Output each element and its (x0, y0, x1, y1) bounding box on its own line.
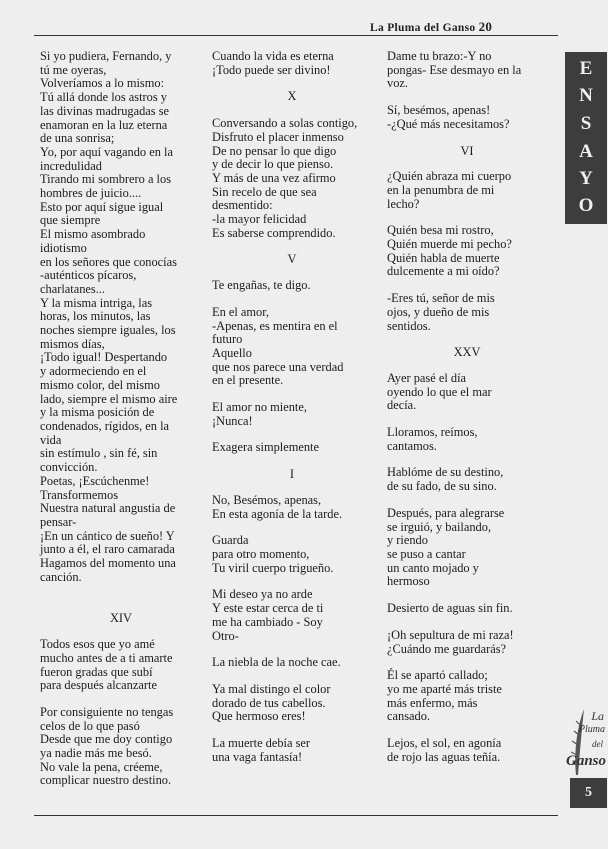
poem-stanza-i6 (212, 737, 372, 764)
poem-line: ojos, y dueño de mis (387, 304, 490, 319)
tab-letter: S (580, 113, 592, 134)
poem-line: canción. (40, 569, 82, 584)
poem-line: -Eres tú, señor de mis (387, 291, 495, 306)
poem-line: sentidos. (387, 318, 431, 333)
poem-line: fueron gradas que subí (40, 664, 153, 679)
poem-stanza-v (212, 306, 372, 388)
poem-line: En el amor, (212, 304, 269, 319)
poem-line: que nos parece una verdad (212, 359, 344, 374)
poem-line: lado, siempre el mismo aire (40, 391, 178, 406)
poem-line: yo me aparté más triste (387, 681, 502, 696)
tab-letter: Y (579, 168, 593, 189)
poem-line: No vale la pena, créeme, (40, 759, 163, 774)
poem-line: y de decir lo que pienso. (212, 157, 334, 172)
poem-line: El mismo asombrado (40, 227, 146, 242)
poem-line: futuro (212, 332, 243, 347)
poem-line: desmentido: (212, 198, 273, 213)
poem-line: vida (40, 432, 62, 447)
magazine-title: La Pluma del Ganso (370, 22, 476, 34)
section-heading-vi: VI (460, 143, 474, 158)
poem-line: lecho? (387, 196, 420, 211)
poem-line: ¡Nunca! (212, 413, 253, 428)
poem-stanza-xxv3 (387, 466, 547, 493)
column-3 (387, 50, 547, 764)
poem-stanza-xxv6 (387, 629, 547, 656)
poem-line: -¿Qué más necesitamos? (387, 116, 510, 131)
poem-stanza-x (212, 117, 372, 240)
poem-line: Tu viril cuerpo trigueño. (212, 560, 334, 575)
poem-line: ¿Quién abraza mi cuerpo (387, 169, 512, 184)
poem-stanza-opening-3 (387, 50, 547, 91)
poem-line: Y este estar cerca de ti (212, 601, 324, 616)
column-2 (212, 50, 372, 764)
poem-block-1 (40, 50, 202, 584)
poem-line: un canto mojado y (387, 560, 479, 575)
section-tab-ensayo (565, 52, 607, 224)
logo-word: del (592, 739, 603, 749)
poem-line: Quién besa mi rostro, (387, 223, 494, 238)
poem-line: tú me oyeras, (40, 62, 107, 77)
poem-stanza-xiv-2 (40, 706, 202, 788)
poem-line: convicción. (40, 460, 98, 475)
poem-stanza-3-2 (387, 104, 547, 131)
poem-line: en el presente. (212, 373, 284, 388)
poem-line: me ha cambiado - Soy (212, 614, 323, 629)
poem-line: Tirando mi sombrero a los (40, 172, 172, 187)
poem-line: y la misma posición de (40, 405, 155, 420)
poem-line: Quién habla de muerte (387, 250, 500, 265)
poem-stanza-i5 (212, 683, 372, 724)
poem-line: Sí, besémos, apenas! (387, 103, 491, 118)
poem-line: las divinas madrugadas se (40, 103, 170, 118)
poem-line: Y la misma intriga, las (40, 295, 153, 310)
poem-line: Ya mal distingo el color (212, 681, 331, 696)
poem-line: mucho antes de a ti amarte (40, 650, 173, 665)
poem-line: pongas- Ese desmayo en la (387, 62, 522, 77)
poem-line-i4: La niebla de la noche cae. (212, 655, 341, 670)
poem-line: decía. (387, 398, 417, 413)
poem-stanza-xxv2 (387, 426, 547, 453)
poem-line: junto a él, el raro camarada (40, 542, 175, 557)
poem-line: horas, los minutos, las (40, 309, 151, 324)
poem-line: hermoso (387, 574, 430, 589)
logo-word: Ganso (565, 753, 606, 769)
poem-line: ya nadie más me besó. (40, 746, 152, 761)
poem-line: y adormeciendo en el (40, 364, 147, 379)
poem-line: Si yo pudiera, Fernando, y (40, 49, 172, 63)
header-page-number: 20 (478, 19, 493, 34)
poem-line: ¡Todo igual! Despertando (40, 350, 168, 365)
poem-stanza-xxv8 (387, 737, 547, 764)
poem-stanza-xiv-1 (40, 638, 202, 693)
poem-line: incredulidad (40, 158, 102, 173)
poem-line: Guarda (212, 533, 249, 548)
poem-line: Otro- (212, 628, 239, 643)
poem-line: noches siempre iguales, los (40, 323, 176, 338)
poem-line: Nuestra natural angustia de (40, 501, 176, 516)
poem-stanza-vi2 (387, 224, 547, 279)
running-header (370, 19, 492, 35)
poem-line: idiotismo (40, 240, 87, 255)
poem-line: -Apenas, es mentira en el (212, 318, 338, 333)
bottom-rule (34, 815, 558, 816)
poem-line: cantamos. (387, 438, 437, 453)
poem-line: ¡Oh sepultura de mi raza! (387, 627, 514, 642)
poem-stanza-v2 (212, 401, 372, 428)
tab-letter: N (579, 85, 593, 106)
poem-line: complicar nuestro destino. (40, 773, 172, 788)
section-heading-v: V (287, 252, 297, 267)
poem-stanza-i3 (212, 588, 372, 643)
tab-letter: E (579, 58, 593, 79)
poem-line: -auténticos pícaros, (40, 268, 137, 283)
poem-line: hombres de juicio.... (40, 186, 142, 201)
poem-stanza-xxv7 (387, 669, 547, 724)
poem-line: dorado de tus cabellos. (212, 695, 326, 710)
poem-line: Todos esos que yo amé (40, 637, 155, 652)
poem-line: Ayer pasé el día (387, 370, 467, 385)
poem-line: Y más de una vez afirmo (212, 170, 336, 185)
poem-line: Aquello (212, 345, 252, 360)
poem-line: una vaga fantasía! (212, 749, 303, 764)
poem-stanza-xxv4 (387, 507, 547, 589)
poem-line: ¿Cuándo me guardarás? (387, 641, 507, 656)
poem-line: que siempre (40, 213, 101, 228)
poem-line: En esta agonía de la tarde. (212, 506, 343, 521)
poem-line: dulcemente a mi oído? (387, 264, 500, 279)
top-rule (34, 35, 558, 36)
poem-line: Esto por aquí sigue igual (40, 199, 164, 214)
poem-line: De no pensar lo que digo (212, 143, 337, 158)
poem-line: Hablóme de su destino, (387, 465, 504, 480)
section-heading-x: X (287, 89, 297, 104)
poem-line: mismo color, del mismo (40, 377, 160, 392)
poem-line: más enfermo, más (387, 695, 478, 710)
poem-line: de su fado, de su sino. (387, 479, 497, 494)
poem-line: en los señores que conocías (40, 254, 177, 269)
poem-line: Él se apartó callado; (387, 668, 488, 683)
poem-line-v: Te engañas, te digo. (212, 278, 311, 293)
poem-line: sin estímulo , sin fé, sin (40, 446, 158, 461)
section-heading-xxv: XXV (453, 345, 481, 360)
poem-line: Yo, por aquí vagando en la (40, 144, 173, 159)
poem-line: Transformemos (40, 487, 119, 502)
poem-line: Disfruto el placer inmenso (212, 129, 344, 144)
poem-line: Cuando la vida es eterna (212, 49, 334, 63)
logo-word: La (591, 709, 604, 723)
poem-line: Poetas, ¡Escúchenme! (40, 473, 150, 488)
poem-stanza-vi1 (387, 170, 547, 211)
poem-line: Lloramos, reímos, (387, 425, 478, 440)
poem-line: Por consiguiente no tengas (40, 704, 174, 719)
poem-line: Hagamos del momento una (40, 556, 176, 571)
poem-line: y riendo (387, 533, 428, 548)
poem-line: Después, para alegrarse (387, 505, 505, 520)
poem-line: se irguió, y bailando, (387, 519, 492, 534)
poem-line: Quién muerde mi pecho? (387, 237, 512, 252)
poem-line: enamoran en la luz eterna (40, 117, 168, 132)
section-heading-i: I (289, 467, 295, 482)
poem-line: pensar- (40, 514, 77, 529)
poem-line: de rojo las aguas teñía. (387, 749, 501, 764)
poem-line: -la mayor felicidad (212, 212, 307, 227)
tab-letter: O (578, 195, 594, 216)
poem-stanza-xxv1 (387, 372, 547, 413)
poem-line: para otro momento, (212, 546, 310, 561)
poem-line: ¡Todo puede ser divino! (212, 62, 331, 77)
poem-line: Que hermoso eres! (212, 709, 306, 724)
poem-line: mismos días, (40, 336, 105, 351)
magazine-logo (565, 705, 606, 777)
poem-line-v3: Exagera simplemente (212, 440, 319, 455)
poem-line: Volveríamos a lo mismo: (40, 76, 165, 91)
poem-line: cansado. (387, 709, 431, 724)
section-heading-xiv: XIV (109, 611, 133, 626)
column-1 (40, 50, 202, 788)
poem-stanza-i1 (212, 494, 372, 521)
poem-line: oyendo lo que el mar (387, 384, 492, 399)
poem-line: en la penumbra de mi (387, 182, 495, 197)
tab-letter: A (579, 141, 593, 162)
poem-line: se puso a cantar (387, 546, 466, 561)
poem-line: Dame tu brazo:-Y no (387, 49, 492, 63)
poem-line: Es saberse comprendido. (212, 225, 336, 240)
poem-line: Conversando a solas contigo, (212, 116, 358, 131)
poem-line: El amor no miente, (212, 400, 307, 415)
poem-line: voz. (387, 76, 408, 91)
logo-word: Pluma (578, 724, 605, 735)
poem-line: condenados, rígidos, en la (40, 418, 170, 433)
poem-stanza-vi3 (387, 292, 547, 333)
poem-line: La muerte debía ser (212, 736, 311, 751)
poem-line: Lejos, el sol, en agonía (387, 736, 502, 751)
poem-line: celos de lo que pasó (40, 718, 140, 733)
poem-line: Sin recelo de que sea (212, 184, 317, 199)
poem-line: Tú allá donde los astros y (40, 90, 167, 105)
poem-stanza-i2 (212, 534, 372, 575)
page-number: 5 (570, 778, 607, 808)
poem-line-xxv5: Desierto de aguas sin fin. (387, 601, 513, 616)
poem-line: ¡En un cántico de sueño! Y (40, 528, 175, 543)
poem-line: para después alcanzarte (40, 678, 157, 693)
poem-line: No, Besémos, apenas, (212, 492, 322, 507)
poem-line: charlatanes... (40, 281, 106, 296)
poem-stanza-opening-2 (212, 50, 372, 77)
poem-line: Desde que me doy contigo (40, 732, 173, 747)
poem-line: de una sonrisa; (40, 131, 115, 146)
poem-line: Mi deseo ya no arde (212, 587, 313, 602)
